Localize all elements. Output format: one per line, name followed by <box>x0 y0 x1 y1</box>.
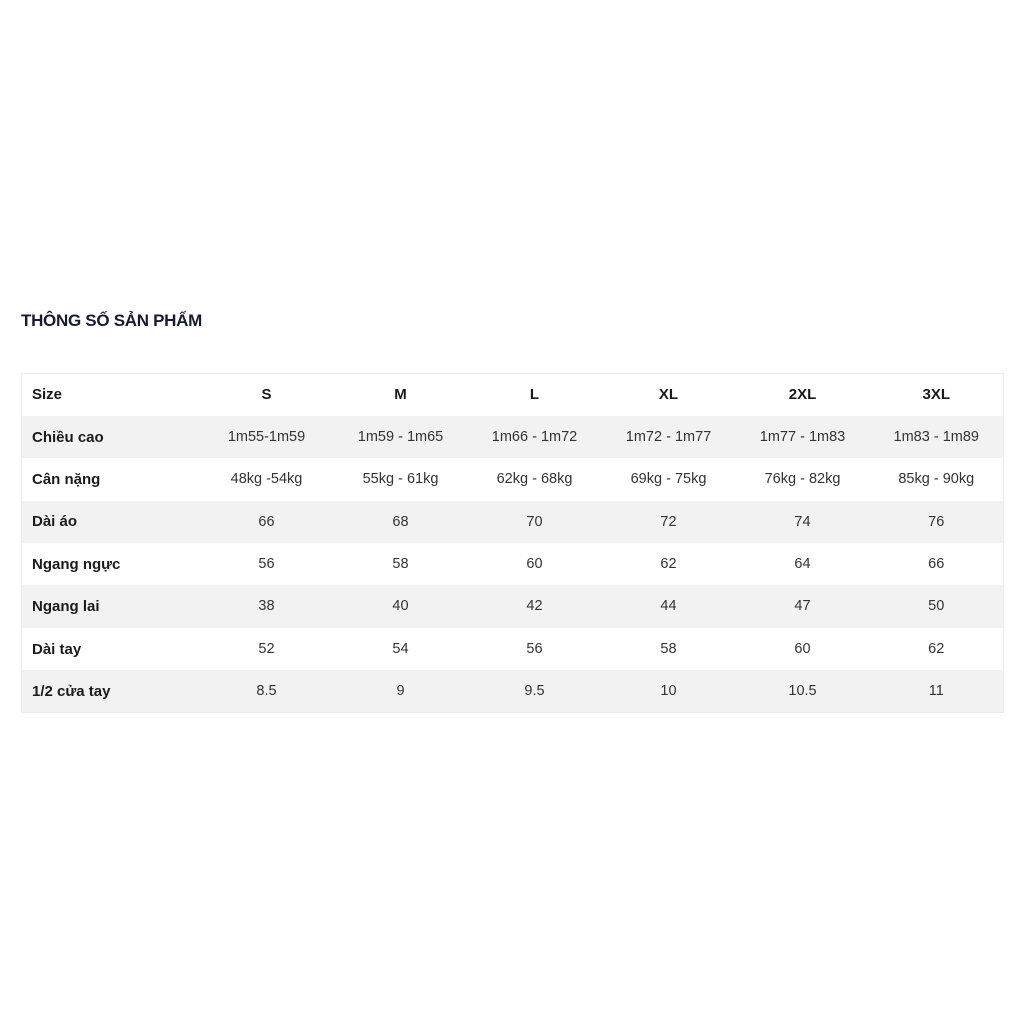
table-cell: 60 <box>526 556 543 572</box>
table-row-hem-width <box>22 585 1004 627</box>
table-cell: 76 <box>870 501 1004 543</box>
row-label: Chiều cao <box>22 416 200 458</box>
table-cell: 1m72 - 1m77 <box>602 416 736 458</box>
size-column-header: M <box>394 386 407 404</box>
table-cell: 56 <box>526 640 543 657</box>
table-cell: 70 <box>468 501 602 543</box>
table-row-sleeve-length <box>22 628 1004 670</box>
table-cell: 69kg - 75kg <box>630 471 707 488</box>
size-column-header: 2XL <box>788 386 817 404</box>
size-header-label: Size <box>32 386 63 404</box>
table-cell: 47 <box>736 585 870 627</box>
row-label: 1/2 cửa tay <box>22 670 200 712</box>
row-label: Dài tay <box>32 640 82 658</box>
table-cell: 50 <box>870 585 1004 627</box>
table-cell: 38 <box>200 585 334 627</box>
table-cell: 62kg - 68kg <box>496 471 573 488</box>
table-cell: 58 <box>660 640 677 657</box>
table-cell: 66 <box>928 556 945 572</box>
table-cell: 64 <box>794 556 811 572</box>
table-cell: 9 <box>334 670 468 712</box>
table-cell: 52 <box>258 640 275 657</box>
table-cell: 1m77 - 1m83 <box>736 416 870 458</box>
row-label: Cân nặng <box>32 470 101 488</box>
table-cell: 42 <box>468 585 602 627</box>
page-title: THÔNG SỐ SẢN PHẨM <box>21 311 202 330</box>
table-row-shirt-length <box>22 501 1004 543</box>
table-cell: 58 <box>392 556 409 572</box>
table-cell: 10.5 <box>736 670 870 712</box>
table-cell: 62 <box>660 556 677 572</box>
table-cell: 44 <box>602 585 736 627</box>
table-cell: 60 <box>794 640 811 657</box>
table-cell: 56 <box>258 556 275 572</box>
size-column-header: L <box>529 386 540 404</box>
table-cell: 68 <box>334 501 468 543</box>
row-label: Dài áo <box>22 501 200 543</box>
table-cell: 1m59 - 1m65 <box>334 416 468 458</box>
row-label: Ngang ngực <box>32 555 121 573</box>
row-label: Ngang lai <box>22 585 200 627</box>
table-cell: 1m55-1m59 <box>200 416 334 458</box>
table-cell: 76kg - 82kg <box>764 471 841 488</box>
table-cell: 8.5 <box>200 670 334 712</box>
table-cell: 54 <box>392 640 409 657</box>
table-cell: 85kg - 90kg <box>898 471 975 488</box>
table-cell: 10 <box>602 670 736 712</box>
table-cell: 1m66 - 1m72 <box>468 416 602 458</box>
size-chart-table <box>21 373 1004 713</box>
size-column-header: 3XL <box>922 386 950 404</box>
table-row-height <box>22 416 1004 458</box>
table-cell: 66 <box>200 501 334 543</box>
table-row-weight <box>22 458 1004 500</box>
table-header-row <box>22 374 1004 416</box>
table-cell: 62 <box>928 640 945 657</box>
size-column-header: XL <box>658 386 679 404</box>
table-cell: 9.5 <box>468 670 602 712</box>
table-cell: 48kg -54kg <box>230 471 303 488</box>
table-cell: 11 <box>870 670 1004 712</box>
table-row-half-cuff <box>22 670 1004 712</box>
size-column-header: S <box>261 386 272 404</box>
table-cell: 74 <box>736 501 870 543</box>
table-cell: 72 <box>602 501 736 543</box>
table-row-chest-width <box>22 543 1004 585</box>
table-cell: 1m83 - 1m89 <box>870 416 1004 458</box>
table-cell: 55kg - 61kg <box>362 471 439 488</box>
table-cell: 40 <box>334 585 468 627</box>
